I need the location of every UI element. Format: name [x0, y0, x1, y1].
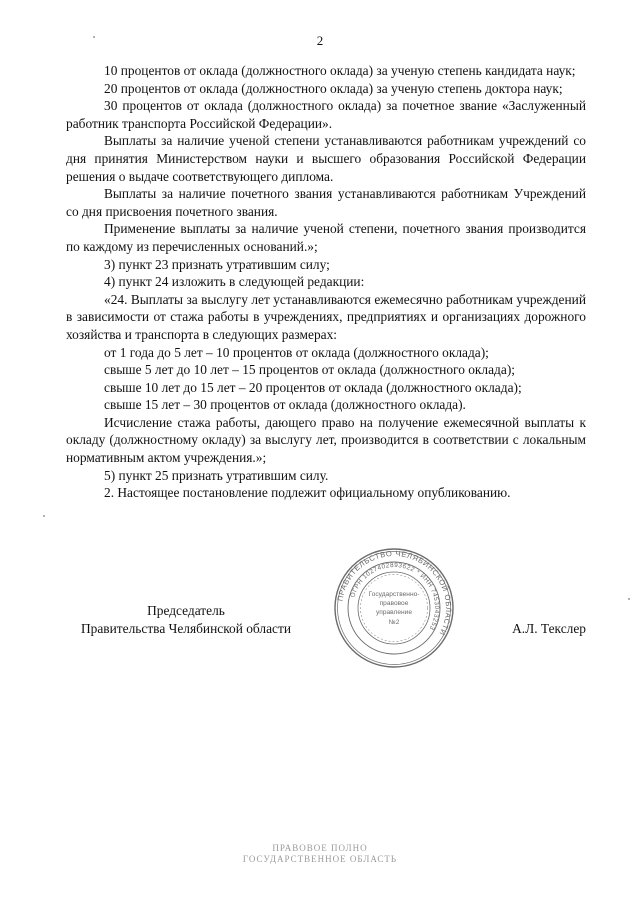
scan-speck — [628, 598, 630, 600]
footer-line: ГОСУДАРСТВЕННОЕ ОБЛАСТЬ — [242, 854, 398, 864]
signer-name: А.Л. Текслер — [512, 620, 586, 636]
paragraph: Исчисление стажа работы, дающего право на получение ежемесячной выплаты к окладу (должностному окладу) за выслугу лет, производится в соответствии с локальным нормативным актом учреждения.»; — [66, 414, 586, 466]
paragraph: свыше 15 лет – 30 процентов от оклада (должностного оклада). — [104, 397, 466, 413]
seal-center-line: №2 — [388, 619, 400, 626]
paragraph: Выплаты за наличие ученой степени устанавливаются работникам учреждений со дня принятия Министерством науки и высшего образования Российской Федерации решения о выдаче соответствующего диплома. — [66, 133, 586, 184]
paragraph: «24. Выплаты за выслугу лет устанавливаются ежемесячно работникам учреждений в зависимости от стажа работы в учреждениях, предприятиях и организациях дорожного хозяйства и транспорта в следующих размерах: — [66, 291, 586, 342]
paragraph: 20 процентов от оклада (должностного оклада) за ученую степень доктора наук; — [104, 80, 563, 96]
paragraph: Применение выплаты за наличие ученой степени, почетного звания производится по каждому из перечисленных оснований.»; — [66, 221, 586, 254]
signature-block — [66, 602, 586, 642]
paragraph: от 1 года до 5 лет – 10 процентов от оклада (должностного оклада); — [104, 344, 489, 360]
paragraph: 5) пункт 25 признать утратившим силу. — [104, 467, 329, 483]
paragraph: свыше 10 лет до 15 лет – 20 процентов от оклада (должностного оклада); — [104, 379, 522, 395]
footer-line: ПРАВОВОЕ ПОЛНО — [272, 843, 368, 853]
seal-center-line: Государственно- — [368, 591, 420, 598]
paragraph: 2. Настоящее постановление подлежит официальному опубликованию. — [104, 485, 511, 501]
paragraph: 4) пункт 24 изложить в следующей редакции: — [104, 274, 365, 290]
paragraph: Выплаты за наличие почетного звания устанавливаются работникам Учреждений со дня присвоения почетного звания. — [66, 186, 586, 219]
seal-outer-text: ПРАВИТЕЛЬСТВО ЧЕЛЯБИНСКОЙ ОБЛАСТИ — [335, 548, 454, 638]
official-seal — [333, 547, 455, 669]
scan-speck — [93, 36, 95, 38]
page-number: 2 — [316, 33, 324, 48]
paragraph: 3) пункт 23 признать утратившим силу; — [104, 256, 330, 272]
paragraph: 30 процентов от оклада (должностного оклада) за почетное звание «Заслуженный работник транспорта Российской Федерации». — [66, 98, 586, 131]
seal-center-line: управление — [375, 609, 413, 616]
seal-center-line: правовое — [379, 600, 409, 607]
scan-speck — [43, 515, 45, 517]
signer-position-line2: Правительства Челябинской области — [81, 620, 291, 636]
document-body — [66, 62, 586, 502]
paragraph: свыше 5 лет до 10 лет – 15 процентов от оклада (должностного оклада); — [104, 362, 515, 378]
signer-position — [66, 602, 306, 637]
faint-footer-stamp — [0, 843, 640, 865]
signer-position-line1: Председатель — [147, 603, 225, 618]
paragraph: 10 процентов от оклада (должностного оклада) за ученую степень кандидата наук; — [104, 63, 576, 78]
seal-inner-text: ОГРН 1027402893622 * ИНН 7453043253 — [349, 561, 441, 632]
